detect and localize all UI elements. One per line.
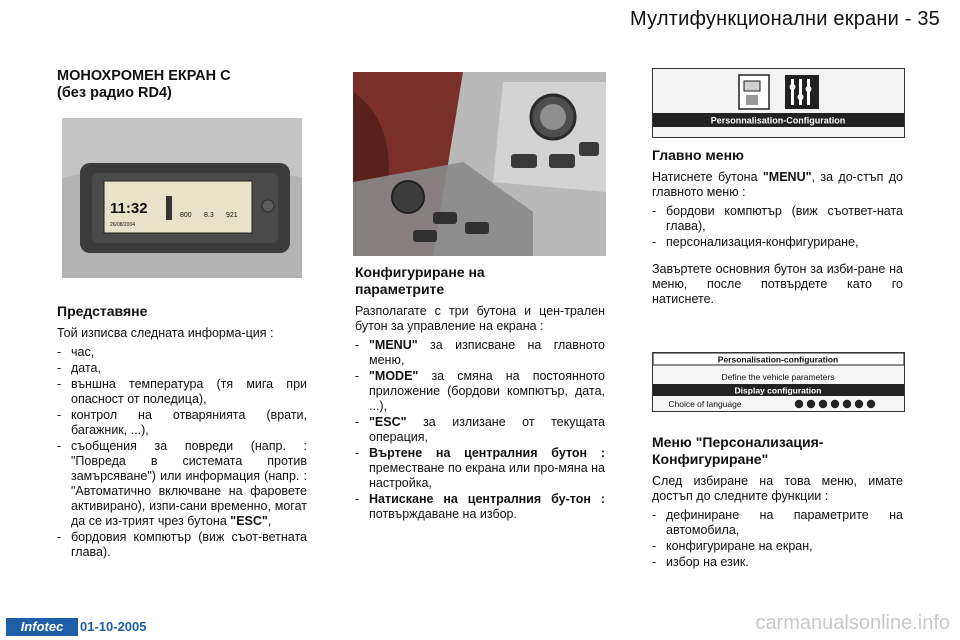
list-item: - контрол на отварянията (врати, багажник, ...), [57,408,307,438]
language-flag-icon [795,400,803,408]
dashboard-display-photo [62,118,302,278]
list-item-text: за изписване на главното меню, [369,338,605,367]
list-item: - бордови компютър (виж съответ-ната глава), [652,204,903,234]
presentation-list [57,345,307,560]
personalisation-screen [652,352,905,412]
menu-key-label: "MENU" [762,170,812,184]
personalisation-section [652,434,903,571]
personalisation-intro: След избиране на това меню, имате достъп до следните функции : [652,474,903,503]
list-item [57,439,307,529]
watermark: carmanualsonline.info [755,612,950,634]
presentation-heading: Представяне [57,303,148,319]
section-heading-line1: МОНОХРОМЕН ЕКРАН C [57,68,231,84]
list-item: - дата, [57,361,307,376]
language-flag-icon [807,400,815,408]
main-menu-screen-illustration [653,69,904,137]
display-date: 26/08/2004 [110,222,136,228]
list-item: - избор на език. [652,555,903,570]
language-flag-icon [867,400,875,408]
display-value-3: 921 [226,212,238,219]
footer-date: 01-10-2005 [80,619,147,634]
list-item-text: за излизане от текущата операция, [369,415,605,444]
configuration-intro: Разполагате с три бутона и цен-трален бутон за управление на екрана : [355,304,605,333]
esc-key-label: "ESC" [230,514,268,528]
list-item: - час, [57,345,307,360]
language-flag-icon [831,400,839,408]
language-flag-icon [855,400,863,408]
list-item-rotate [355,446,605,491]
main-menu-screen [652,68,905,138]
main-menu-intro [652,170,903,200]
personalisation-screen-illustration [653,353,904,411]
main-menu-instruction: Завъртете основния бутон за изби-ране на меню, после потвърдете като го натиснете. [652,262,903,306]
screen-title: Personalisation-configuration [717,354,839,365]
list-item-text: преместване по екрана или про-мяна на настройка, [369,461,605,490]
list-item-menu [355,338,605,368]
control-buttons-photo [353,72,606,256]
press-label: Натискане на централния бу-тон : [369,492,605,506]
display-value-1: 800 [180,212,192,219]
punctuation: , [267,514,272,528]
list-item-text: съобщения за повреди (напр. : "Повреда в системата против замърсяване") или информация (напр. : "Автоматично включване на фаровете активирано), изпи-сани временно, могат да се из-трият чрез бутона [71,439,307,528]
screen-row-3: Choice of language [668,399,742,409]
list-item: - външна температура (тя мига при опасност от поледица), [57,377,307,407]
page-header-title: Мултифункционални екрани - 35 [630,8,940,30]
column-1 [57,68,307,102]
language-flag-icon [819,400,827,408]
list-item-mode [355,369,605,414]
mode-key-label: "MODE" [369,369,419,383]
menu-key-label: "MENU" [369,338,418,352]
list-item: - дефиниране на параметрите на автомобила, [652,508,903,538]
intro-text-end: , за до-стъп до главното меню : [652,170,903,199]
personalisation-heading-line1: Меню "Персонализация- [652,434,824,450]
screen-row-1: Define the vehicle parameters [721,372,835,382]
section-heading-line2: (без радио RD4) [57,85,172,101]
list-item-press [355,492,605,522]
personalisation-heading-line2: Конфигуриране" [652,451,769,467]
presentation-section [57,303,307,561]
button-list [355,338,605,522]
list-item: - конфигуриране на екран, [652,539,903,554]
list-item-text: за смяна на постоянното приложение (бордови компютър, дата, ...), [369,369,605,413]
configuration-section [355,264,605,523]
main-menu-heading: Главно меню [652,147,744,163]
main-menu-screen-label: Personnalisation-Configuration [710,115,846,126]
presentation-intro: Той изписва следната информа-ция : [57,326,274,340]
main-menu-section [652,147,903,311]
main-menu-list [652,204,903,250]
list-item-text: потвърждаване на избор. [369,507,517,521]
function-list [652,508,903,570]
list-item-esc [355,415,605,445]
list-item: - персонализация-конфигуриране, [652,235,903,250]
list-item: - бордовия компютър (виж съот-ветната глава). [57,530,307,560]
configuration-heading-line2: параметрите [355,281,445,297]
esc-key-label: "ESC" [369,415,407,429]
dashboard-display-illustration [62,118,302,278]
display-time: 11:32 [110,200,148,217]
language-flag-icon [843,400,851,408]
configuration-heading-line1: Конфигуриране на [355,264,485,280]
control-buttons-illustration [353,72,606,256]
intro-text: Натиснете бутона [652,170,763,184]
display-value-2: 8.3 [204,212,214,219]
rotate-label: Въртене на централния бутон : [369,446,605,460]
screen-row-2: Display configuration [734,385,822,396]
infotec-logo: Infotec [6,618,78,636]
